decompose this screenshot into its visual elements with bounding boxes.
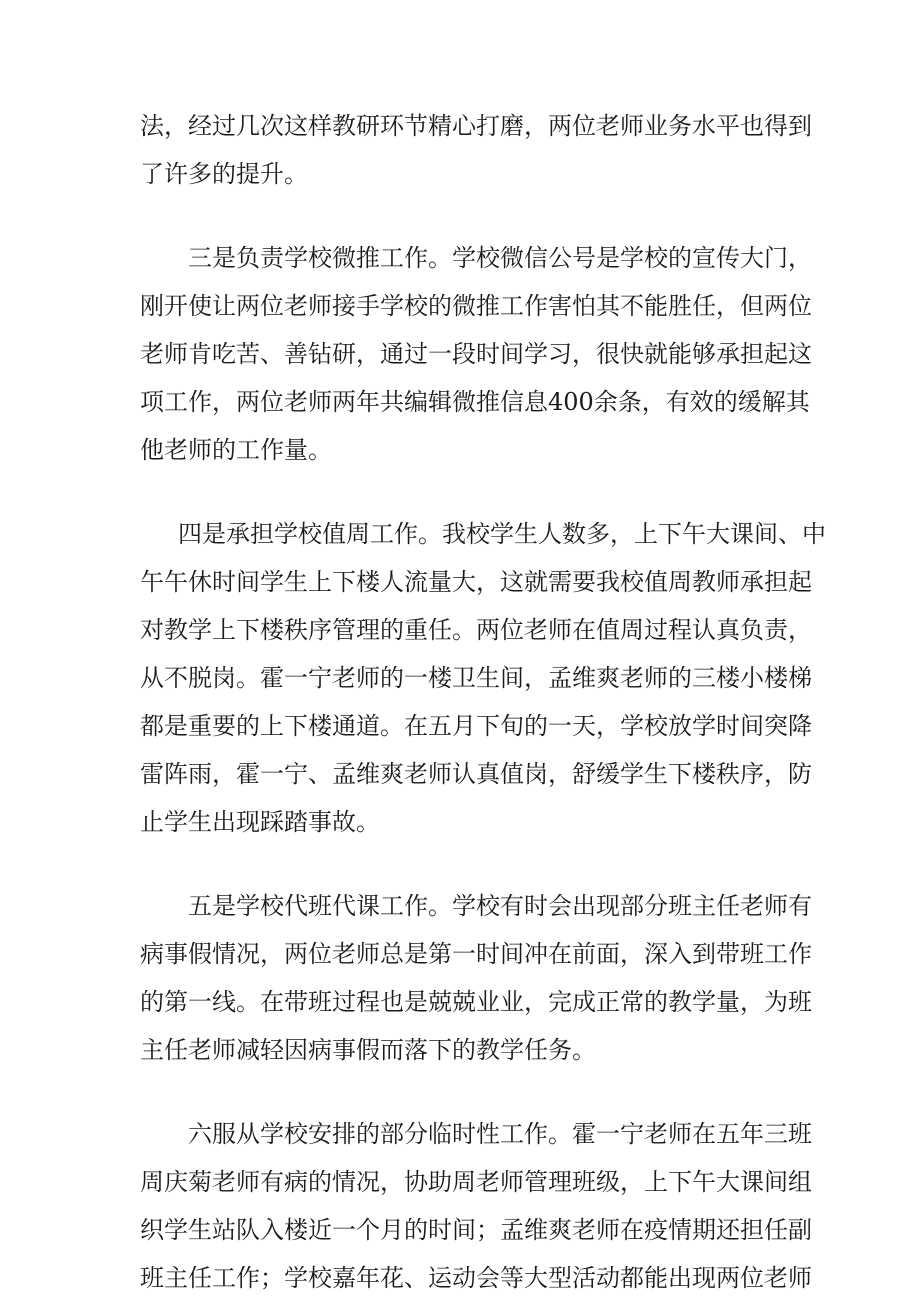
text-line: 四是承担学校值周工作。我校学生人数多，上下午大课间、中 bbox=[178, 520, 826, 548]
text-line: 五是学校代班代课工作。学校有时会出现部分班主任老师有 bbox=[188, 892, 812, 920]
text-line: 他老师的工作量。 bbox=[140, 436, 332, 464]
text-line: 织学生站队入楼近一个月的时间；孟维爽老师在疫情期还担任副 bbox=[140, 1216, 812, 1244]
text-line: 了许多的提升。 bbox=[140, 160, 308, 188]
paragraph-wechat-work bbox=[140, 234, 812, 474]
document-body bbox=[140, 102, 826, 1302]
text-line: 班主任工作；学校嘉年花、运动会等大型活动都能出现两位老师 bbox=[140, 1264, 812, 1292]
paragraph-substitute-class bbox=[140, 882, 812, 1074]
text-line: 主任老师减轻因病事假而落下的教学任务。 bbox=[140, 1036, 596, 1064]
text-line: 刚开使让两位老师接手学校的微推工作害怕其不能胜任，但两位 bbox=[140, 292, 812, 320]
text-line: 对教学上下楼秩序管理的重任。两位老师在值周过程认真负责， bbox=[140, 616, 812, 644]
text-line: 三是负责学校微推工作。学校微信公号是学校的宣传大门， bbox=[188, 244, 812, 272]
text-line: 午午休时间学生上下楼人流量大，这就需要我校值周教师承担起 bbox=[140, 568, 812, 596]
text-line: 止学生出现踩踏事故。 bbox=[140, 808, 380, 836]
text-line: 从不脱岗。霍一宁老师的一楼卫生间，孟维爽老师的三楼小楼梯 bbox=[140, 664, 812, 692]
paragraph-duty-week bbox=[140, 510, 826, 846]
text-line: 都是重要的上下楼通道。在五月下旬的一天，学校放学时间突降 bbox=[140, 712, 812, 740]
paragraph-temporary-work bbox=[140, 1110, 812, 1302]
text-line: 六服从学校安排的部分临时性工作。霍一宁老师在五年三班 bbox=[188, 1120, 812, 1148]
text-line: 法，经过几次这样教研环节精心打磨，两位老师业务水平也得到 bbox=[140, 112, 812, 140]
text-line: 雷阵雨，霍一宁、孟维爽老师认真值岗，舒缓学生下楼秩序，防 bbox=[140, 760, 812, 788]
paragraph-continuation bbox=[140, 102, 812, 198]
text-line: 周庆菊老师有病的情况，协助周老师管理班级，上下午大课间组 bbox=[140, 1168, 812, 1196]
text-line: 项工作，两位老师两年共编辑微推信息400余条，有效的缓解其 bbox=[140, 388, 810, 416]
text-line: 老师肯吃苦、善钻研，通过一段时间学习，很快就能够承担起这 bbox=[140, 340, 812, 368]
text-line: 的第一线。在带班过程也是兢兢业业，完成正常的教学量，为班 bbox=[140, 988, 812, 1016]
text-line: 病事假情况，两位老师总是第一时间冲在前面，深入到带班工作 bbox=[140, 940, 812, 968]
